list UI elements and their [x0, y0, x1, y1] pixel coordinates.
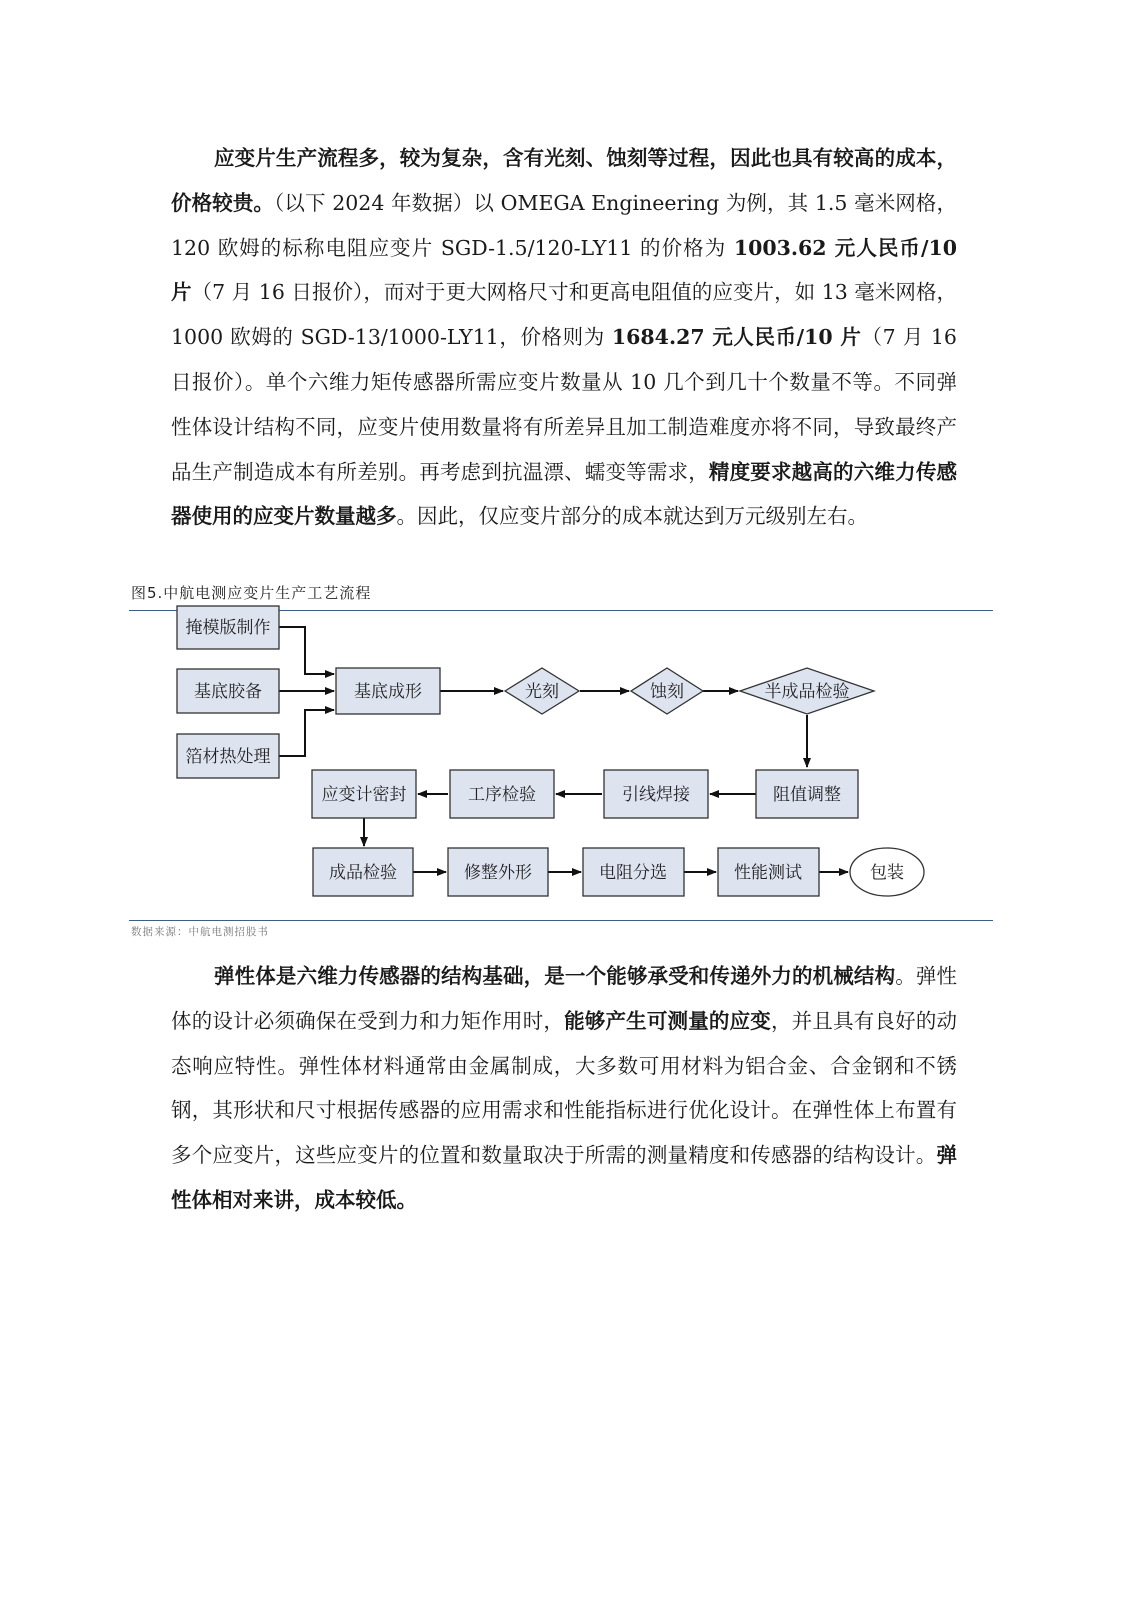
step-label: 性能测试: [734, 863, 802, 883]
step-label: 掩模版制作: [185, 618, 271, 638]
step-substrate-form: [336, 668, 440, 714]
bold-text: 精度要求越高的六维力传感器使用的应变片数量越多: [171, 459, 958, 529]
body-text: （以下 2024 年数据）以 OMEGA Engineering 为例，其 1.5 毫米网格，120 欧姆的标称电阻应变片 SGD-1.5/120-LY11 的价格为: [171, 190, 958, 260]
figure-bottom-rule: [129, 920, 993, 921]
bold-price: 1003.62 元人民币/10 片: [171, 235, 957, 305]
step-resistance-adjust: [756, 770, 858, 818]
step-sort: [583, 848, 684, 896]
bold-text: 弹性体相对来讲，成本较低。: [171, 1143, 957, 1212]
step-substrate-prep: [177, 669, 279, 713]
step-label: 基底成形: [354, 682, 422, 702]
step-label: 成品检验: [329, 863, 397, 883]
step-label: 箔材热处理: [185, 747, 271, 767]
step-label: 光刻: [525, 682, 559, 702]
step-process-inspect: [450, 770, 554, 818]
step-label: 应变计密封: [321, 785, 407, 805]
step-label: 电阻分选: [599, 863, 667, 883]
step-label: 工序检验: [468, 785, 536, 805]
body-text: （7 月 16 日报价），而对于更大网格尺寸和更高电阻值的应变片，如 13 毫米网格，1000 欧姆的 SGD-13/1000-LY11，价格则为: [171, 280, 958, 350]
step-foil-heat: [177, 734, 279, 778]
step-label: 修整外形: [464, 863, 532, 883]
step-etch: [631, 668, 703, 714]
step-trim: [448, 848, 548, 896]
flow-connectors: [279, 627, 848, 872]
step-final-inspect: [313, 848, 413, 896]
step-perf-test: [718, 848, 819, 896]
bold-price: 1684.27 元人民币/10 片: [611, 325, 862, 350]
step-package: [850, 848, 924, 896]
bold-text: 应变片生产流程多，较为复杂，含有光刻、蚀刻等过程，因此也具有较高的成本，价格较贵。: [171, 146, 957, 215]
step-lead-weld: [604, 770, 708, 818]
body-text: 。因此，仅应变片部分的成本就达到万元级别左右。: [396, 504, 868, 529]
connector-foil-to-substrate: [279, 710, 334, 756]
figure-title: 图5.中航电测应变片生产工艺流程: [131, 584, 372, 602]
step-label: 蚀刻: [650, 682, 684, 702]
paragraph-elastomer: [171, 954, 957, 1223]
figure-source: 数据来源：中航电测招股书: [131, 926, 269, 938]
step-label: 半成品检验: [764, 682, 850, 702]
step-label: 阻值调整: [773, 785, 841, 805]
connector-mask-to-substrate: [279, 627, 334, 674]
step-photolith: [505, 668, 579, 714]
step-mask: [177, 606, 279, 649]
bold-text: 能够产生可测量的应变: [564, 1008, 771, 1033]
body-text: 。弹性体的设计必须确保在受到力和力矩作用时，: [171, 964, 958, 1033]
step-label: 基底胶备: [194, 682, 262, 702]
step-label: 引线焊接: [622, 785, 690, 805]
step-seal: [312, 770, 416, 818]
step-semi-inspect: [740, 668, 874, 714]
step-label: 包装: [870, 863, 904, 883]
bold-text: 弹性体是六维力传感器的结构基础，是一个能够承受和传递外力的机械结构: [214, 964, 896, 988]
body-text: （7 月 16 日报价）。单个六维力矩传感器所需应变片数量从 10 几个到几十个数量不等。不同弹性体设计结构不同，应变片使用数量将有所差异且加工制造难度亦将不同，导致最终产品生产制造成本有所差别。再考虑到抗温漂、蠕变等需求，: [171, 325, 957, 484]
body-text: ，并且具有良好的动态响应特性。弹性体材料通常由金属制成，大多数可用材料为铝合金、合金钢和不锈钢，其形状和尺寸根据传感器的应用需求和性能指标进行优化设计。在弹性体上布置有多个应变片，这些应变片的位置和数量取决于所需的测量精度和传感器的结构设计。: [171, 1008, 958, 1168]
